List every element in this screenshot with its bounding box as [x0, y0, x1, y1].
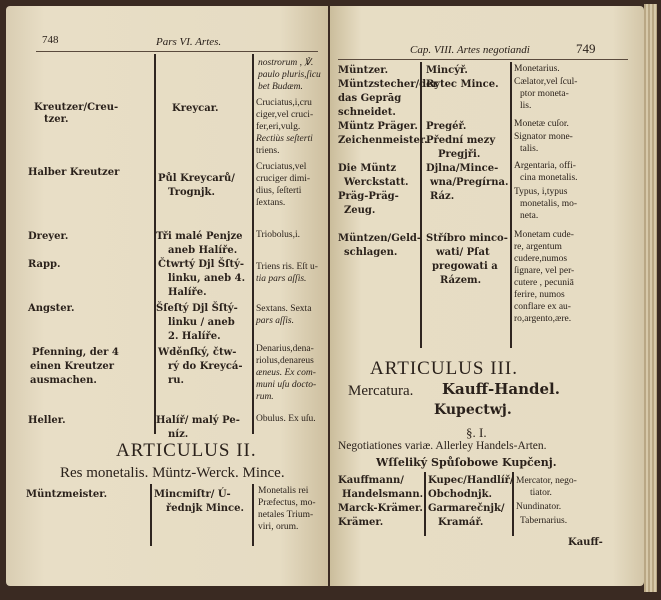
german-term: Marck-Krämer.	[338, 503, 423, 514]
czech-term: Halíř/ malý Pe-	[156, 415, 240, 426]
running-head: Pars VI. Artes.	[156, 36, 222, 48]
column-rule	[252, 484, 254, 546]
czech-term: Mincýř.	[426, 65, 468, 76]
latin-text: Monetalis rei	[258, 486, 309, 496]
column-rule	[154, 54, 156, 434]
running-head: Cap. VIII. Artes negotiandi	[410, 44, 530, 56]
section-title: Negotiationes variæ. Allerley Handels-Arten.	[338, 440, 547, 452]
czech-term: pregowati a	[432, 261, 498, 272]
latin-text: bet Budæm.	[258, 82, 303, 92]
czech-term: Obchodnjk.	[428, 489, 493, 500]
czech-term: Kupec/Handlíř/	[428, 475, 514, 486]
german-term: Kauffmann/	[338, 475, 404, 486]
german-term: Müntzer.	[338, 65, 389, 76]
latin-text: Mercator, nego-	[516, 476, 577, 486]
latin-text: Triens ris. Eſt u-	[256, 262, 318, 272]
czech-term: 2. Halíře.	[168, 331, 221, 342]
book-fore-edge	[644, 4, 657, 592]
czech-term: wna/Pregírna.	[430, 177, 509, 188]
czech-term: Garmarečnjk/	[428, 503, 505, 514]
catchword: Kauff-	[568, 537, 603, 548]
articulus-subtitle-czech: Kupectwj.	[434, 402, 512, 418]
czech-term: linku / aneb	[168, 317, 235, 328]
column-rule	[420, 62, 422, 348]
latin-text: paulo pluris,ſicu	[258, 70, 321, 80]
latin-text: dius, ſeſterti	[256, 186, 302, 196]
latin-text: lis.	[520, 101, 532, 111]
german-term: Zeichenmeister.	[338, 135, 428, 146]
latin-text: Nundinator.	[516, 502, 562, 512]
czech-term: wati/ Pſat	[436, 247, 490, 258]
articulus-heading: ARTICULUS II.	[116, 440, 257, 461]
latin-text: tia pars aſſis.	[256, 274, 307, 284]
czech-term: Mincmiſtr/ Ú-	[154, 489, 231, 500]
latin-text: Tabernarius.	[520, 516, 568, 526]
german-term: Halber Kreutzer	[28, 167, 120, 178]
german-term: Angster.	[28, 303, 75, 314]
latin-text: Rectiùs seſterti	[256, 134, 313, 144]
latin-text: muni uſu docto-	[256, 380, 317, 390]
latin-text: cutere , pecuniā	[514, 278, 574, 288]
german-term: Dreyer.	[28, 231, 69, 242]
articulus-heading: ARTICULUS III.	[370, 358, 518, 379]
czech-term: Kramář.	[438, 517, 484, 528]
czech-term: níz.	[168, 429, 189, 440]
latin-text: ro,argento,ære.	[514, 314, 572, 324]
latin-text: cudere,numos	[514, 254, 568, 264]
left-page	[6, 6, 328, 586]
german-term: Müntzmeister.	[26, 489, 108, 500]
latin-text: re, argentum	[514, 242, 562, 252]
section-mark: §. I.	[466, 425, 487, 440]
latin-text: ciger,vel cruci-	[256, 110, 314, 120]
page-number: 749	[576, 41, 596, 56]
column-rule	[510, 62, 512, 348]
czech-term: Tři malé Penjze	[156, 231, 243, 242]
latin-text: cruciger dimi-	[256, 174, 311, 184]
head-rule	[36, 51, 318, 52]
latin-text: Præfectus, mo-	[258, 498, 316, 508]
czech-term: rý do Kreycá-	[168, 361, 243, 372]
german-term: Präg-Präg-	[338, 191, 399, 202]
latin-text: Sextans. Sexta	[256, 304, 312, 314]
latin-text: æneus. Ex com-	[256, 368, 316, 378]
german-term: Handelsmann.	[342, 489, 424, 500]
section-title-czech: Wſſeliký Spůſobowe Kupčenj.	[376, 456, 557, 469]
czech-term: Wděnſký, čtw-	[158, 347, 237, 358]
czech-term: Trognjk.	[168, 187, 215, 198]
latin-text: cina monetalis.	[520, 173, 578, 183]
czech-term: aneb Halíře.	[168, 245, 238, 256]
german-term: Die Müntz	[338, 163, 397, 174]
german-term: einen Kreutzer	[30, 361, 115, 372]
german-term: Pfenning, der 4	[32, 347, 119, 358]
german-term: Zeug.	[344, 205, 376, 216]
german-term: ausmachen.	[30, 375, 97, 386]
column-rule	[252, 54, 254, 434]
latin-text: Cruciatus,vel	[256, 162, 307, 172]
latin-text: Signator mone-	[514, 132, 573, 142]
czech-term: Rytec Mince.	[426, 79, 499, 90]
latin-text: nostrorum , ℣.	[258, 58, 314, 68]
german-term: tzer.	[44, 114, 69, 125]
czech-term: Přední mezy	[426, 135, 496, 146]
latin-text: viri, orum.	[258, 522, 299, 532]
czech-term: Ráz.	[430, 191, 455, 202]
czech-term: Pregjři.	[438, 149, 481, 160]
german-term: Rapp.	[28, 259, 61, 270]
latin-text: Typus, i,typus	[514, 187, 568, 197]
latin-text: ſignare, vel per-	[514, 266, 575, 276]
latin-text: Denarius,dena-	[256, 344, 314, 354]
latin-text: neta.	[520, 211, 539, 221]
czech-term: linku, aneb 4.	[168, 273, 246, 284]
czech-term: Djlna/Mince-	[426, 163, 499, 174]
latin-text: monetalis, mo-	[520, 199, 577, 209]
czech-term: Stříbro minco-	[426, 233, 508, 244]
latin-text: Obulus. Ex uſu.	[256, 414, 316, 424]
czech-term: Čtwrtý Djl Šſtý-	[158, 259, 245, 270]
german-term: Kreutzer/Creu-	[34, 102, 119, 113]
czech-term: Šſeſtý Djl Šſtý-	[156, 303, 238, 314]
german-term: Werckstatt.	[344, 177, 409, 188]
german-term: Müntzstecher/der	[338, 79, 438, 90]
latin-text: Cruciatus,i,cru	[256, 98, 312, 108]
latin-text: ferire, numos	[514, 290, 565, 300]
czech-term: řednjk Mince.	[166, 503, 244, 514]
latin-text: ſextans.	[256, 198, 286, 208]
right-page	[330, 6, 644, 586]
german-term: das Geprāg	[338, 93, 402, 104]
head-rule	[338, 59, 628, 60]
latin-text: Cælator,vel ſcul-	[514, 77, 578, 87]
articulus-subtitle-german: Kauff-Handel.	[442, 380, 560, 398]
latin-text: tiator.	[530, 488, 552, 498]
latin-text: Monetarius.	[514, 64, 560, 74]
german-term: Heller.	[28, 415, 66, 426]
german-term: schlagen.	[344, 247, 398, 258]
column-rule	[150, 484, 152, 546]
latin-text: pars aſſis.	[256, 316, 295, 326]
latin-text: Argentaria, offi-	[514, 161, 576, 171]
czech-term: Pregéř.	[426, 121, 467, 132]
latin-text: talis.	[520, 144, 539, 154]
latin-text: ptor moneta-	[520, 89, 569, 99]
czech-term: Půl Kreycarů/	[158, 173, 235, 184]
latin-text: rum.	[256, 392, 274, 402]
latin-text: Monetam cude-	[514, 230, 574, 240]
latin-text: netales Trium-	[258, 510, 314, 520]
page-number: 748	[42, 34, 59, 46]
latin-text: riolus,denareus	[256, 356, 314, 366]
latin-text: triens.	[256, 146, 280, 156]
articulus-subtitle-latin: Mercatura.	[348, 383, 414, 399]
latin-text: Triobolus,i.	[256, 230, 300, 240]
latin-text: fer,eri,vulg.	[256, 122, 301, 132]
czech-term: Kreycar.	[172, 103, 219, 114]
articulus-subtitle: Res monetalis. Müntz-Werck. Mince.	[60, 465, 285, 481]
german-term: Müntzen/Geld-	[338, 233, 422, 244]
column-rule	[424, 472, 426, 536]
czech-term: Halíře.	[168, 287, 207, 298]
german-term: schneidet.	[338, 107, 396, 118]
czech-term: Rázem.	[440, 275, 482, 286]
german-term: Müntz Präger.	[338, 121, 418, 132]
latin-text: conflare ex au-	[514, 302, 571, 312]
latin-text: Monetæ cuſor.	[514, 119, 569, 129]
czech-term: ru.	[168, 375, 185, 386]
german-term: Krämer.	[338, 517, 384, 528]
